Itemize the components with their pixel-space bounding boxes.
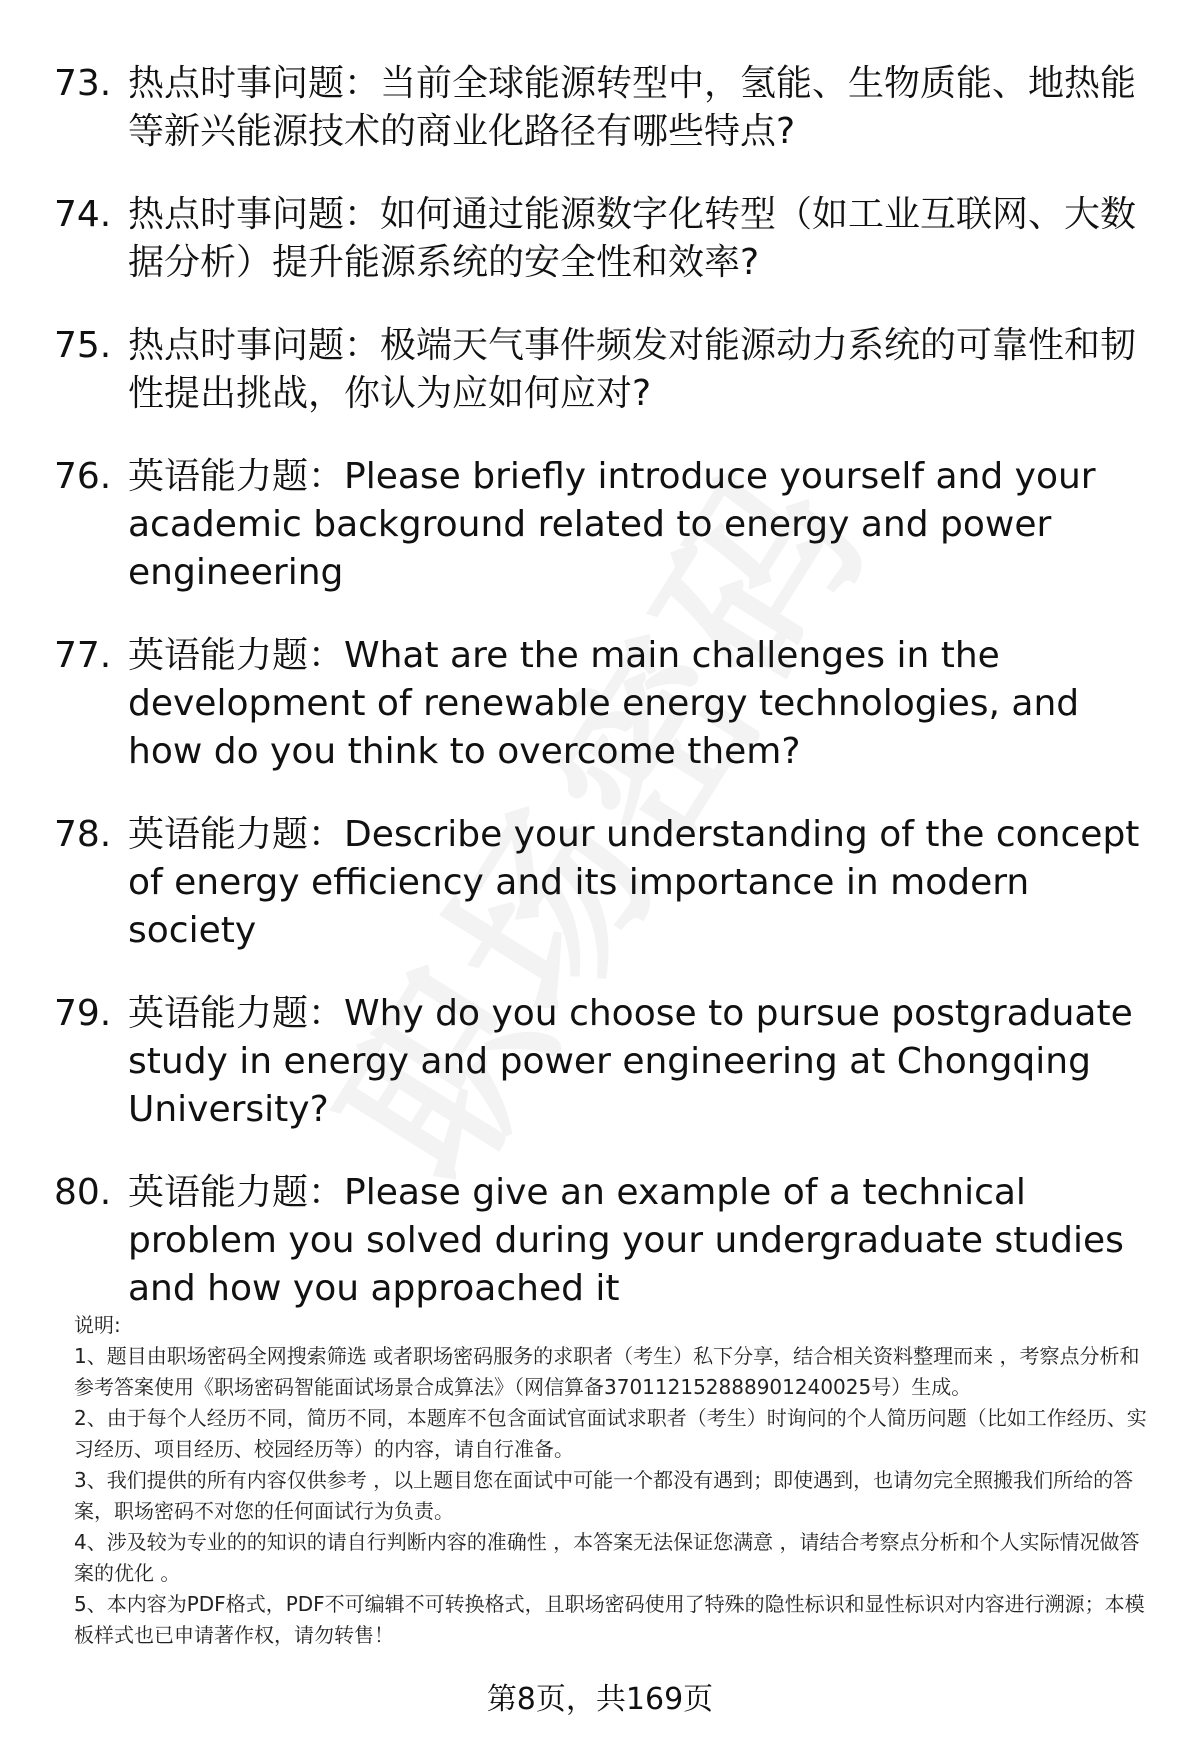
note-item: 4、涉及较为专业的的知识的请自行判断内容的准确性 ，本答案无法保证您满意 ，请结合考察点分析和个人实际情况做答案的优化 。	[74, 1530, 1140, 1585]
question-number: 80.	[54, 1172, 112, 1213]
note-item: 2、由于每个人经历不同，简历不同，本题库不包含面试官面试求职者（考生）时询问的个人简历问题（比如工作经历、实习经历、项目经历、校园经历等）的内容，请自行准备。	[74, 1406, 1147, 1461]
question-text: 热点时事问题：极端天气事件频发对能源动力系统的可靠性和韧性提出挑战，你认为应如何应对?	[128, 325, 1137, 414]
question-number: 77.	[54, 635, 112, 676]
note-item: 5、本内容为PDF格式，PDF不可编辑不可转换格式，且职场密码使用了特殊的隐性标识和显性标识对内容进行溯源；本模板样式也已申请著作权，请勿转售！	[74, 1592, 1145, 1647]
notes-section	[74, 1310, 1154, 1651]
question-number: 75.	[54, 325, 112, 366]
note-item: 1、题目由职场密码全网搜索筛选 或者职场密码服务的求职者（考生）私下分享，结合相关资料整理而来 ，考察点分析和参考答案使用《职场密码智能面试场景合成算法》（网信算备370112152888901240025号）生成。	[74, 1344, 1140, 1399]
question-item	[54, 453, 1164, 597]
question-item	[54, 191, 1164, 287]
question-text: 热点时事问题：如何通过能源数字化转型（如工业互联网、大数据分析）提升能源系统的安全性和效率?	[128, 194, 1137, 283]
question-item	[54, 632, 1164, 776]
question-list	[54, 60, 1164, 1348]
question-text: 英语能力题：Describe your understanding of the concept of energy efficiency and its importance in modern society	[128, 814, 1140, 951]
notes-heading: 说明:	[74, 1313, 121, 1337]
question-item	[54, 811, 1164, 955]
question-item	[54, 1169, 1164, 1313]
question-text: 英语能力题：Please give an example of a technical problem you solved during your undergraduate studies and how you approached it	[128, 1172, 1124, 1309]
question-number: 76.	[54, 456, 112, 497]
question-number: 73.	[54, 63, 112, 104]
note-item: 3、我们提供的所有内容仅供参考 ，以上题目您在面试中可能一个都没有遇到；即使遇到，也请勿完全照搬我们所给的答案，职场密码不对您的任何面试行为负责。	[74, 1468, 1134, 1523]
question-text: 英语能力题：Why do you choose to pursue postgraduate study in energy and power engineering at Chongqing University?	[128, 993, 1133, 1130]
question-number: 78.	[54, 814, 112, 855]
question-item	[54, 990, 1164, 1134]
question-number: 79.	[54, 993, 112, 1034]
question-text: 英语能力题：What are the main challenges in the development of renewable energy technologies, and how do you think to overcome them?	[128, 635, 1080, 772]
question-item	[54, 322, 1164, 418]
question-item	[54, 60, 1164, 156]
question-number: 74.	[54, 194, 112, 235]
question-text: 英语能力题：Please briefly introduce yourself and your academic background related to energy and power engineering	[128, 456, 1096, 593]
question-text: 热点时事问题：当前全球能源转型中，氢能、生物质能、地热能等新兴能源技术的商业化路径有哪些特点?	[128, 63, 1137, 152]
page-number: 第8页，共169页	[486, 1682, 714, 1717]
